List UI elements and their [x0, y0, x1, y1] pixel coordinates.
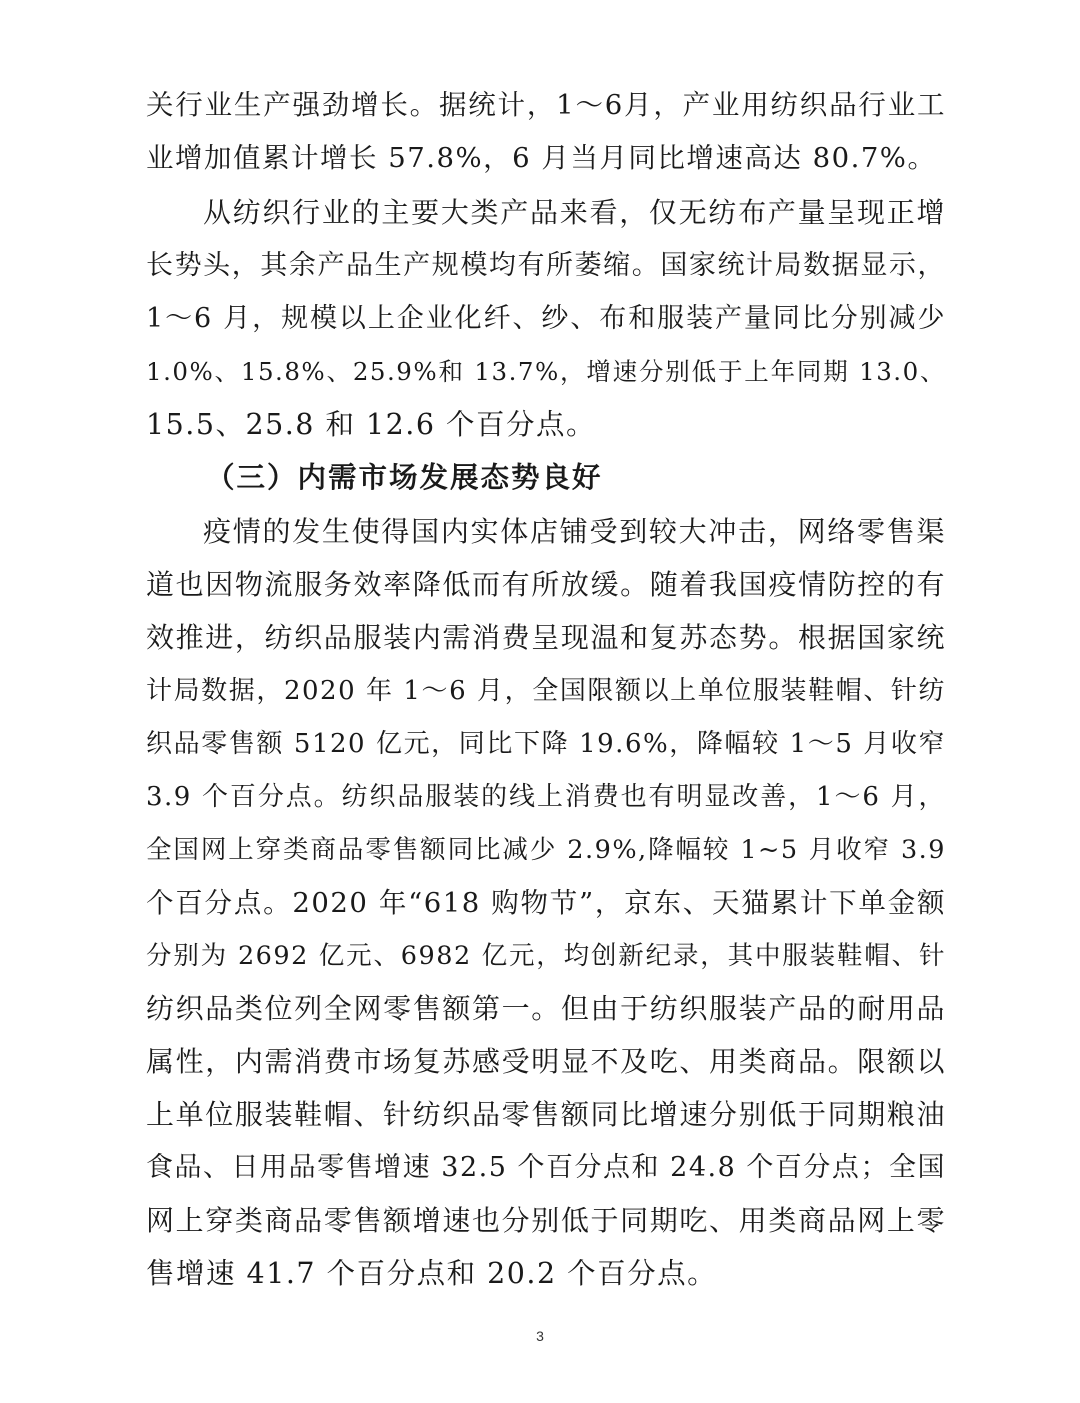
text-line: 1～6 月，规模以上企业化纤、纱、布和服装产量同比分别减少 [146, 303, 946, 334]
text-line: 属性，内需消费市场复苏感受明显不及吃、用类商品。限额以 [146, 1045, 946, 1078]
text-line: 分别为 2692 亿元、6982 亿元，均创新纪录，其中服装鞋帽、针 [146, 941, 946, 971]
text-line: 1.0%、15.8%、25.9%和 13.7%，增速分别低于上年同期 13.0、 [146, 357, 946, 386]
text-line: 纺织品类位列全网零售额第一。但由于纺织服装产品的耐用品 [146, 992, 946, 1025]
text-line: 业增加值累计增长 57.8%，6 月当月同比增速高达 80.7%。 [146, 142, 937, 174]
text-line: 3.9 个百分点。纺织品服装的线上消费也有明显改善，1～6 月， [146, 782, 946, 812]
text-line: 上单位服装鞋帽、针纺织品零售额同比增速分别低于同期粮油 [146, 1098, 946, 1131]
text-line: 疫情的发生使得国内实体店铺受到较大冲击，网络零售渠 [203, 515, 946, 548]
text-line: 效推进，纺织品服装内需消费呈现温和复苏态势。根据国家统 [146, 621, 946, 654]
text-line: 长势头，其余产品生产规模均有所萎缩。国家统计局数据显示， [146, 250, 946, 281]
text-line: 从纺织行业的主要大类产品来看，仅无纺布产量呈现正增 [203, 196, 946, 229]
text-line: 个百分点。2020 年“618 购物节”，京东、天猫累计下单金额 [146, 887, 946, 919]
text-line: 网上穿类商品零售额增速也分别低于同期吃、用类商品网上零 [146, 1204, 946, 1237]
section-heading: （三）内需市场发展态势良好 [206, 461, 603, 494]
text-line: 关行业生产强劲增长。据统计，1～6月，产业用纺织品行业工 [146, 89, 946, 121]
text-line: 织品零售额 5120 亿元，同比下降 19.6%，降幅较 1～5 月收窄 [146, 729, 946, 759]
text-line: 全国网上穿类商品零售额同比减少 2.9%,降幅较 1~5 月收窄 3.9 [146, 835, 946, 865]
page-number: 3 [536, 1328, 544, 1344]
text-line: 15.5、25.8 和 12.6 个百分点。 [146, 408, 597, 441]
text-line: 计局数据，2020 年 1～6 月，全国限额以上单位服装鞋帽、针纺 [146, 676, 946, 706]
text-line: 道也因物流服务效率降低而有所放缓。随着我国疫情防控的有 [146, 568, 946, 601]
text-line: 售增速 41.7 个百分点和 20.2 个百分点。 [146, 1257, 718, 1290]
text-line: 食品、日用品零售增速 32.5 个百分点和 24.8 个百分点；全国 [146, 1152, 946, 1183]
